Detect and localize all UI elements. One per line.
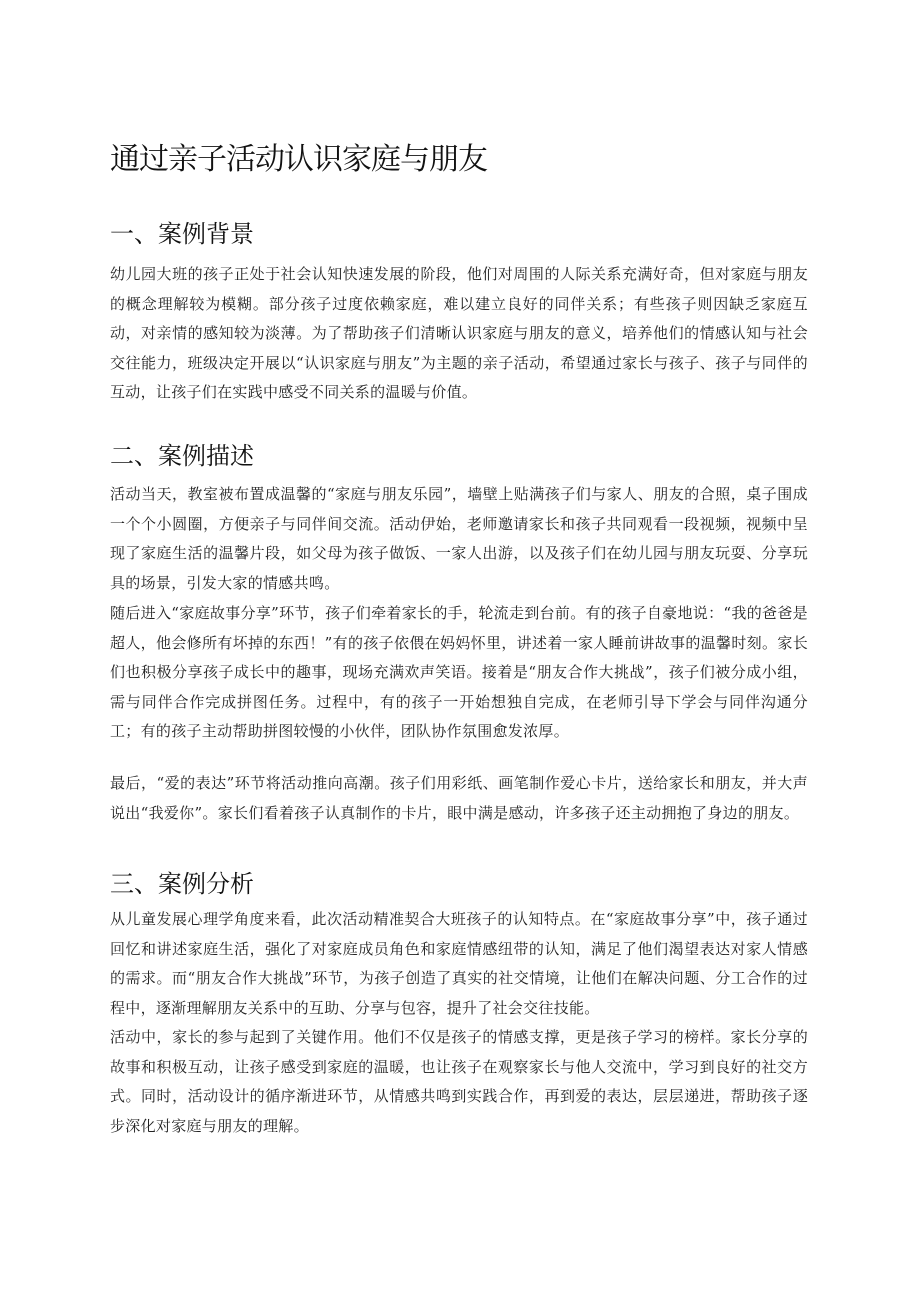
description-paragraph-3: 最后，“爱的表达”环节将活动推向高潮。孩子们用彩纸、画笔制作爱心卡片，送给家长和朋友，并大声说出“我爱你”。家长们看着孩子认真制作的卡片，眼中满是感动，许多孩子还主动拥抱了身边的朋友。 bbox=[110, 774, 808, 822]
description-paragraph-2: 随后进入“家庭故事分享”环节，孩子们牵着家长的手，轮流走到台前。有的孩子自豪地说：“我的爸爸是超人，他会修所有坏掉的东西！”有的孩子依偎在妈妈怀里，讲述着一家人睡前讲故事的温馨时刻。家长们也积极分享孩子成长中的趣事，现场充满欢声笑语。接着是“朋友合作大挑战”，孩子们被分成小组，需与同伴合作完成拼图任务。过程中，有的孩子一开始想独自完成，在老师引导下学会与同伴沟通分工；有的孩子主动帮助拼图较慢的小伙伴，团队协作氛围愈发浓厚。 bbox=[110, 604, 808, 741]
section-heading-description: 二、案例描述 bbox=[110, 442, 254, 470]
background-paragraph: 幼儿园大班的孩子正处于社会认知快速发展的阶段，他们对周围的人际关系充满好奇，但对家庭与朋友的概念理解较为模糊。部分孩子过度依赖家庭，难以建立良好的同伴关系；有些孩子则因缺乏家庭互动，对亲情的感知较为淡薄。为了帮助孩子们清晰认识家庭与朋友的意义，培养他们的情感认知与社会交往能力，班级决定开展以“认识家庭与朋友”为主题的亲子活动，希望通过家长与孩子、孩子与同伴的互动，让孩子们在实践中感受不同关系的温暖与价值。 bbox=[110, 265, 808, 402]
description-paragraph-1: 活动当天，教室被布置成温馨的“家庭与朋友乐园”，墙壁上贴满孩子们与家人、朋友的合照，桌子围成一个个小圆圈，方便亲子与同伴间交流。活动伊始，老师邀请家长和孩子共同观看一段视频，视频中呈现了家庭生活的温馨片段，如父母为孩子做饭、一家人出游，以及孩子们在幼儿园与朋友玩耍、分享玩具的场景，引发大家的情感共鸣。 bbox=[110, 485, 808, 592]
analysis-paragraph-2: 活动中，家长的参与起到了关键作用。他们不仅是孩子的情感支撑，更是孩子学习的榜样。家长分享的故事和积极互动，让孩子感受到家庭的温暖，也让孩子在观察家长与他人交流中，学习到良好的社交方式。同时，活动设计的循序渐进环节，从情感共鸣到实践合作，再到爱的表达，层层递进，帮助孩子逐步深化对家庭与朋友的理解。 bbox=[110, 1028, 808, 1135]
section-heading-analysis: 三、案例分析 bbox=[110, 870, 254, 898]
analysis-paragraph-1: 从儿童发展心理学角度来看，此次活动精准契合大班孩子的认知特点。在“家庭故事分享”中，孩子通过回忆和讲述家庭生活，强化了对家庭成员角色和家庭情感纽带的认知，满足了他们渴望表达对家人情感的需求。而“朋友合作大挑战”环节，为孩子创造了真实的社交情境，让他们在解决问题、分工合作的过程中，逐渐理解朋友关系中的互助、分享与包容，提升了社会交往技能。 bbox=[110, 910, 808, 1017]
document-title: 通过亲子活动认识家庭与朋友 bbox=[110, 142, 487, 177]
section-heading-background: 一、案例背景 bbox=[110, 220, 254, 248]
